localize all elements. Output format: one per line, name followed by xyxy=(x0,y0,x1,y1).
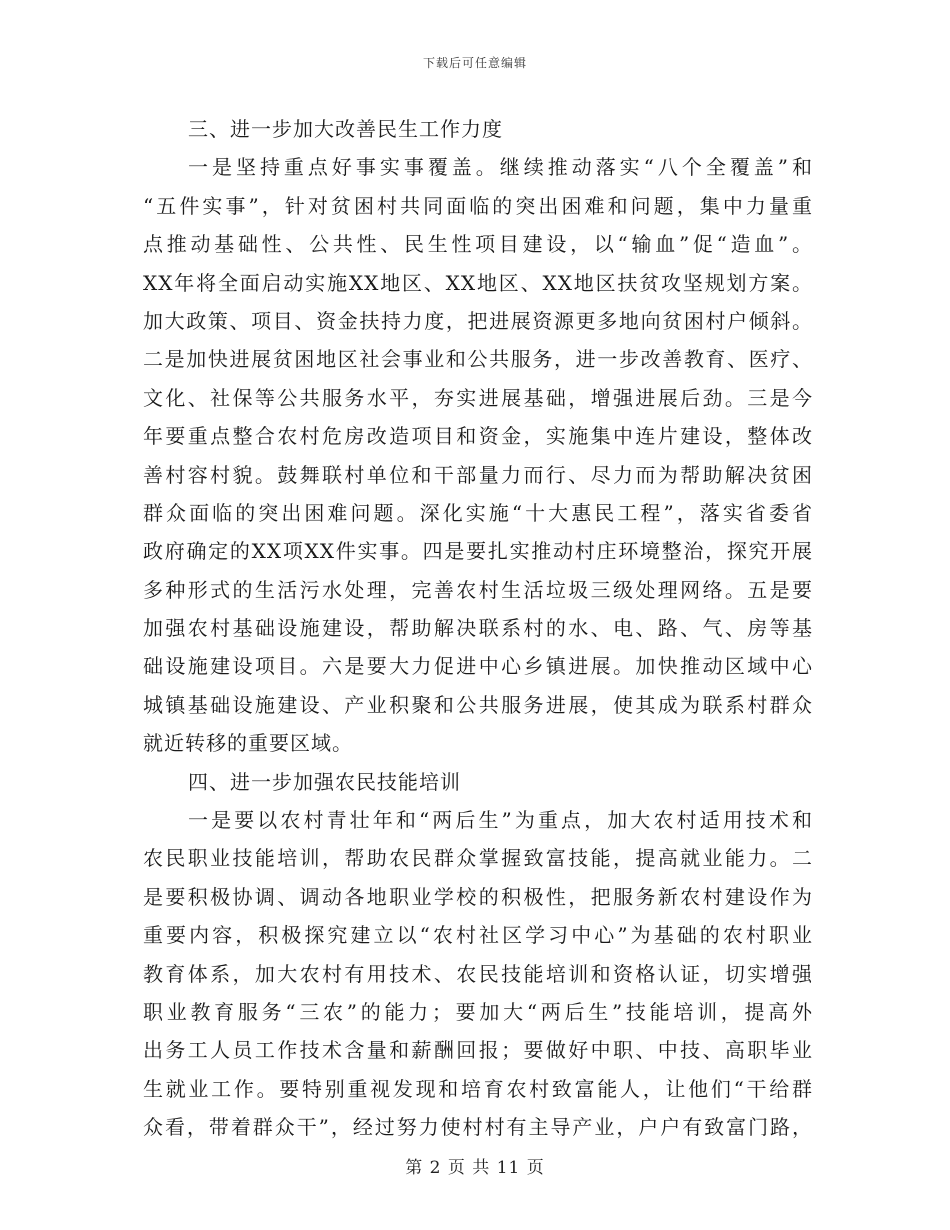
paragraph-line: 群众面临的突出困难问题。深化实施“十大惠民工程”，落实省委省 xyxy=(143,500,813,525)
paragraph-line: 加大政策、项目、资金扶持力度，把进展资源更多地向贫困村户倾斜。 xyxy=(143,308,813,333)
paragraph-line: 众看，带着群众干”，经过努力使村村有主导产业，户户有致富门路， xyxy=(143,1115,813,1140)
paragraph-line: 多种形式的生活污水处理，完善农村生活垃圾三级处理网络。五是要 xyxy=(143,577,813,602)
paragraph-line: 一是要以农村青壮年和“两后生”为重点，加大农村适用技术和 xyxy=(188,808,813,833)
paragraph-line: 农民职业技能培训，帮助农民群众掌握致富技能，提高就业能力。二 xyxy=(143,846,813,871)
paragraph-line: 政府确定的XX项XX件实事。四是要扎实推动村庄环境整治，探究开展 xyxy=(143,539,813,564)
paragraph-line: 职业教育服务“三农”的能力；要加大“两后生”技能培训，提高外 xyxy=(143,999,813,1024)
paragraph-line: 出务工人员工作技术含量和薪酬回报；要做好中职、中技、高职毕业 xyxy=(143,1038,813,1063)
paragraph-line: 文化、社保等公共服务水平，夯实进展基础，增强进展后劲。三是今 xyxy=(143,385,813,410)
section-heading-4: 四、进一步加强农民技能培训 xyxy=(188,769,461,794)
paragraph-line: 善村容村貌。鼓舞联村单位和干部量力而行、尽力而为帮助解决贫困 xyxy=(143,462,813,487)
paragraph-line: 是要积极协调、调动各地职业学校的积极性，把服务新农村建设作为 xyxy=(143,884,813,909)
paragraph-line: 础设施建设项目。六是要大力促进中心乡镇进展。加快推动区域中心 xyxy=(143,654,813,679)
paragraph-line: 加强农村基础设施建设，帮助解决联系村的水、电、路、气、房等基 xyxy=(143,616,813,641)
paragraph-line: 城镇基础设施建设、产业积聚和公共服务进展，使其成为联系村群众 xyxy=(143,692,813,717)
paragraph-line: 二是加快进展贫困地区社会事业和公共服务，进一步改善教育、医疗、 xyxy=(143,347,813,372)
document-body xyxy=(143,110,813,1147)
page-header-note: 下载后可任意编辑 xyxy=(422,56,527,70)
paragraph-line: 就近转移的重要区域。 xyxy=(143,731,353,756)
paragraph-line: 重要内容，积极探究建立以“农村社区学习中心”为基础的农村职业 xyxy=(143,923,813,948)
section-heading-3: 三、进一步加大改善民生工作力度 xyxy=(188,117,503,141)
paragraph-line: 点推动基础性、公共性、民生性项目建设，以“输血”促“造血”。 xyxy=(143,232,813,257)
paragraph-line: 教育体系，加大农村有用技术、农民技能培训和资格认证，切实增强 xyxy=(143,961,813,986)
page-number-footer: 第 2 页 共 11 页 xyxy=(405,1158,545,1178)
paragraph-line: “五件实事”，针对贫困村共同面临的突出困难和问题，集中力量重 xyxy=(143,193,813,218)
paragraph-line: 生就业工作。要特别重视发现和培育农村致富能人，让他们“干给群 xyxy=(143,1076,813,1101)
paragraph-line: 年要重点整合农村危房改造项目和资金，实施集中连片建设，整体改 xyxy=(143,424,813,449)
paragraph-line: XX年将全面启动实施XX地区、XX地区、XX地区扶贫攻坚规划方案。 xyxy=(143,270,813,295)
paragraph-line: 一是坚持重点好事实事覆盖。继续推动落实“八个全覆盖”和 xyxy=(188,155,813,180)
